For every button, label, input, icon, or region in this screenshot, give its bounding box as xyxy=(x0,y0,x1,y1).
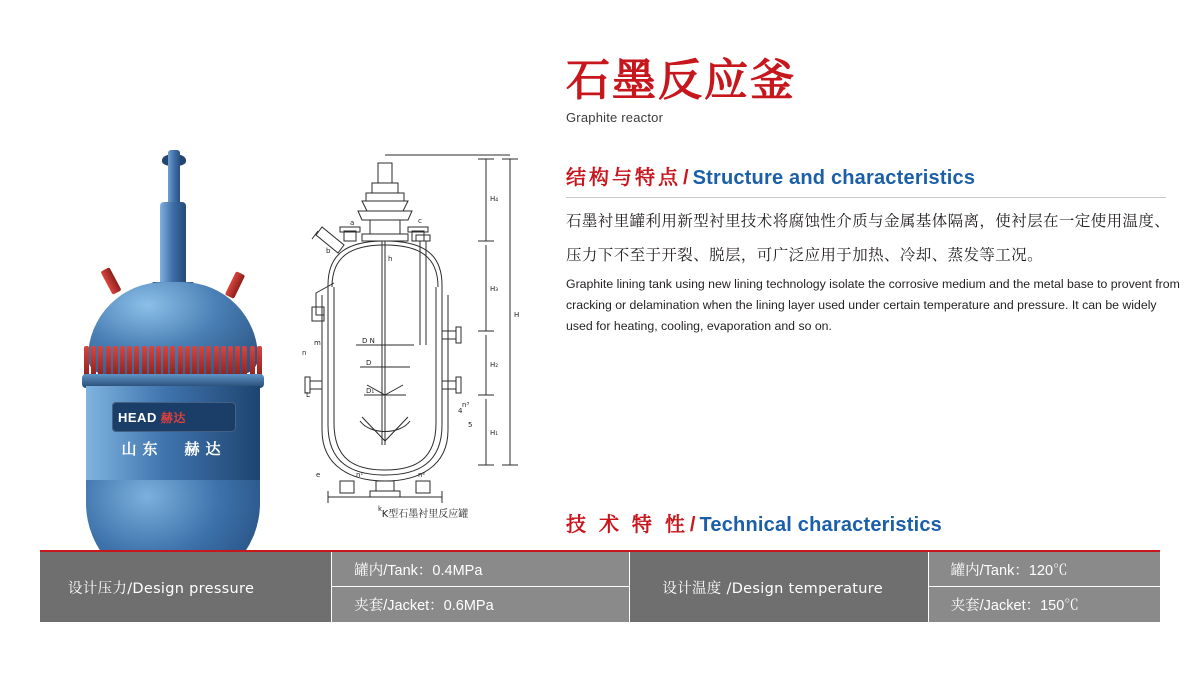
section-structure-heading-cn: 结构与特点 xyxy=(566,165,681,189)
drawing-label-h2: H₂ xyxy=(490,361,499,369)
drawing-label-h3: H₃ xyxy=(490,285,499,293)
drawing-label-n: n xyxy=(302,349,307,357)
drawing-label-n3: n³ xyxy=(462,401,470,409)
spec-values-design-pressure xyxy=(332,552,629,622)
drawing-label-n2: n² xyxy=(418,471,426,479)
spec-value-pressure-tank: 罐内/Tank：0.4MPa xyxy=(332,553,629,587)
product-photo xyxy=(60,150,320,490)
spec-value-pressure-jacket: 夹套/Jacket：0.6MPa xyxy=(354,597,494,614)
section-technical-heading xyxy=(566,512,1166,537)
drawing-label-e: e xyxy=(316,471,321,479)
spec-label-design-pressure: 设计压力/Design pressure xyxy=(40,552,331,622)
nozzle-left-shape xyxy=(100,267,121,295)
drawing-label-num5: 5 xyxy=(468,421,473,429)
section-technical-heading-en: Technical characteristics xyxy=(699,514,942,536)
drawing-label-b: b xyxy=(326,247,331,255)
drawing-caption: K型石墨衬里反应罐 xyxy=(381,509,469,520)
drawing-label-n1: n¹ xyxy=(356,471,364,479)
section-structure-heading-sep: / xyxy=(683,167,689,189)
drawing-label-d1: D₁ xyxy=(366,387,375,395)
drawing-label-d: D xyxy=(366,359,372,367)
brand-logo xyxy=(118,404,230,430)
drawing-label-m: m xyxy=(314,339,321,347)
spec-values-design-temperature xyxy=(929,552,1160,622)
nozzle-right-shape xyxy=(225,271,245,299)
drawing-label-h1: H₁ xyxy=(490,429,499,437)
technical-drawing xyxy=(300,145,550,525)
section-technical-heading-cn: 技 术 特 性 xyxy=(566,512,688,536)
logo-text: HEAD xyxy=(118,409,157,425)
section-technical xyxy=(566,512,1166,537)
drawing-label-a: a xyxy=(350,219,355,227)
section-technical-heading-sep: / xyxy=(689,514,696,536)
page-title-block xyxy=(566,55,1166,126)
specs-table xyxy=(40,550,1160,622)
motor-shaft-shape xyxy=(168,150,180,210)
spec-label-design-temperature: 设计温度 /Design temperature xyxy=(630,552,927,622)
section-structure-divider xyxy=(566,197,1166,198)
drawing-label-h-total: H xyxy=(514,311,520,319)
section-structure xyxy=(566,165,1166,198)
structure-body-cn: 石墨衬里罐利用新型衬里技术将腐蚀性介质与金属基体隔离，使衬层在一定使用温度、压力下不至于开裂、脱层，可广泛应用于加热、冷却、蒸发等工况。 xyxy=(566,212,1171,264)
drawing-label-dn: D N xyxy=(362,337,375,345)
drawing-label-num4: 4 xyxy=(458,407,463,415)
drawing-label-c: c xyxy=(418,217,422,225)
drawing-label-k: k xyxy=(378,505,383,513)
page-title: 石墨反应釜 xyxy=(566,55,796,106)
technical-drawing-svg xyxy=(300,145,550,525)
section-structure-heading-en: Structure and characteristics xyxy=(692,167,976,189)
structure-body-en: Graphite lining tank using new lining technology isolate the corrosive medium and the metal base to provent from cracking or delamination when the lining layer used under certain temperature and pressure. It can be widely used for heating, cooling, evaporation and so on. xyxy=(566,277,1180,333)
spec-value-temperature-tank: 罐内/Tank：120℃ xyxy=(929,553,1160,587)
page-subtitle: Graphite reactor xyxy=(566,110,664,126)
spec-value-temperature-jacket: 夹套/Jacket：150℃ xyxy=(950,597,1079,614)
logo-text-cn: 赫达 xyxy=(160,410,186,425)
section-structure-heading xyxy=(566,165,1166,190)
brand-name-cn: 山东 赫达 xyxy=(121,440,227,458)
drawing-label-l: L xyxy=(306,391,310,399)
drawing-label-h: h xyxy=(388,255,393,263)
drawing-label-h4: H₄ xyxy=(490,195,499,203)
